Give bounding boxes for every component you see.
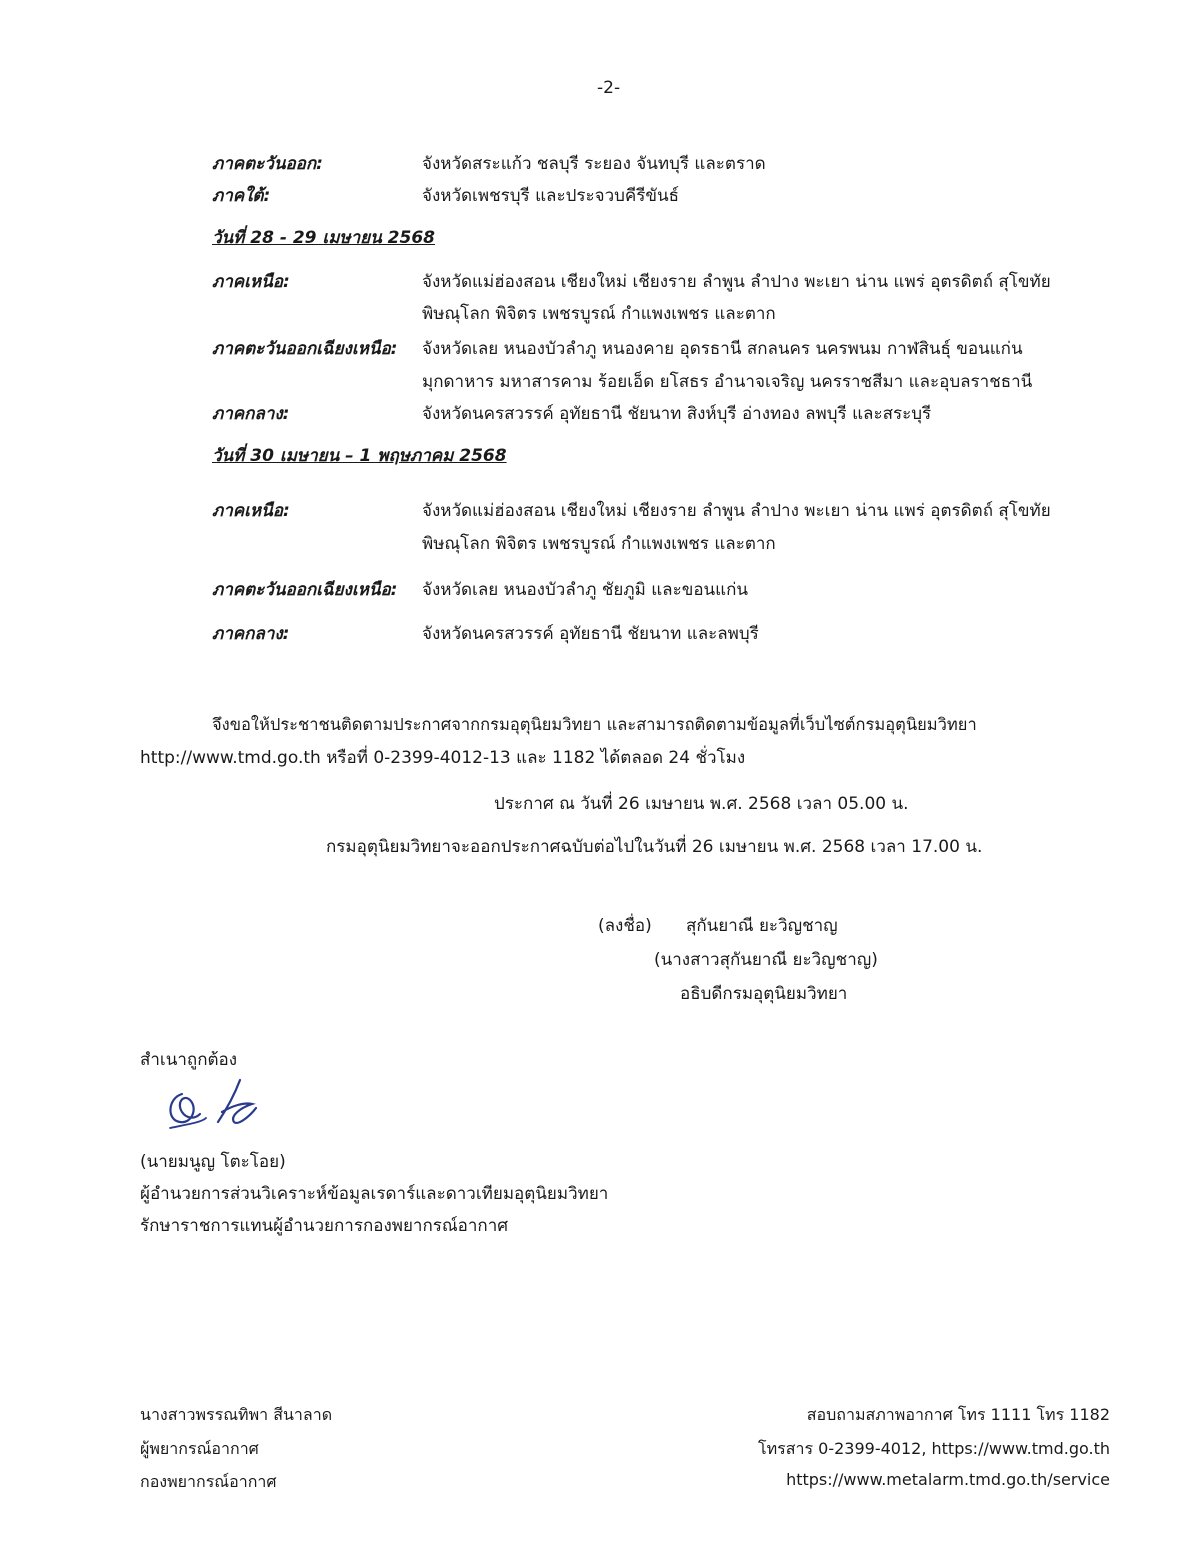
- region-label: ภาคตะวันออก:: [212, 154, 323, 174]
- province-list: จังหวัดแม่ฮ่องสอน เชียงใหม่ เชียงราย ลำพูน ลำปาง พะเยา น่าน แพร่ อุตรดิตถ์ สุโขทัย: [422, 501, 1051, 521]
- province-list: มุกดาหาร มหาสารคาม ร้อยเอ็ด ยโสธร อำนาจเจริญ นครราชสีมา และอุบลราชธานี: [422, 372, 1033, 392]
- province-list: จังหวัดเลย หนองบัวลำภู ชัยภูมิ และขอนแก่น: [422, 580, 749, 600]
- page-number: -2-: [597, 78, 621, 98]
- province-list: จังหวัดสระแก้ว ชลบุรี ระยอง จันทบุรี และตราด: [422, 154, 766, 174]
- date-heading: วันที่ 30 เมษายน – 1 พฤษภาคม 2568: [212, 446, 507, 466]
- advisory-paragraph: จึงขอให้ประชาชนติดตามประกาศจากกรมอุตุนิยมวิทยา และสามารถติดตามข้อมูลที่เว็บไซต์กรมอุตุนิยมวิทยา: [212, 715, 977, 734]
- date-heading: วันที่ 28 - 29 เมษายน 2568: [212, 228, 436, 248]
- signatory-full-name: (นางสาวสุกันยาณี ยะวิญชาญ): [654, 950, 878, 970]
- region-label: ภาคใต้:: [212, 186, 271, 206]
- footer-forecaster-name: นางสาวพรรณทิพา สีนาลาด: [140, 1405, 333, 1424]
- province-list: จังหวัดเลย หนองบัวลำภู หนองคาย อุดรธานี สกลนคร นครพนม กาฬสินธุ์ ขอนแก่น: [422, 339, 1023, 359]
- province-list: จังหวัดแม่ฮ่องสอน เชียงใหม่ เชียงราย ลำพูน ลำปาง พะเยา น่าน แพร่ อุตรดิตถ์ สุโขทัย: [422, 272, 1051, 292]
- certifier-name: (นายมนูญ โตะโอย): [140, 1152, 286, 1172]
- region-label: ภาคกลาง:: [212, 624, 290, 644]
- region-label: ภาคเหนือ:: [212, 272, 290, 292]
- advisory-paragraph-cont: http://www.tmd.go.th หรือที่ 0-2399-4012-13 และ 1182 ได้ตลอด 24 ชั่วโมง: [140, 748, 746, 768]
- footer-service-url[interactable]: https://www.metalarm.tmd.go.th/service: [786, 1470, 1110, 1489]
- certifier-acting-position: รักษาราชการแทนผู้อำนวยการกองพยากรณ์อากาศ: [140, 1216, 509, 1236]
- footer-contact-fax: โทรสาร 0-2399-4012, https://www.tmd.go.th: [758, 1439, 1110, 1458]
- next-issue-notice: กรมอุตุนิยมวิทยาจะออกประกาศฉบับต่อไปในวันที่ 26 เมษายน พ.ศ. 2568 เวลา 17.00 น.: [326, 837, 983, 857]
- region-label: ภาคกลาง:: [212, 404, 290, 424]
- footer-division: กองพยากรณ์อากาศ: [140, 1472, 277, 1491]
- certifier-position: ผู้อำนวยการส่วนวิเคราะห์ข้อมูลเรดาร์และดาวเทียมอุตุนิยมวิทยา: [140, 1184, 609, 1204]
- region-label: ภาคตะวันออกเฉียงเหนือ:: [212, 339, 398, 359]
- province-list: จังหวัดนครสวรรค์ อุทัยธานี ชัยนาท สิงห์บุรี อ่างทอง ลพบุรี และสระบุรี: [422, 404, 932, 424]
- province-list: จังหวัดเพชรบุรี และประจวบคีรีขันธ์: [422, 186, 680, 206]
- province-list: จังหวัดนครสวรรค์ อุทัยธานี ชัยนาท และลพบุรี: [422, 624, 759, 644]
- signatory-title: อธิบดีกรมอุตุนิยมวิทยา: [680, 984, 848, 1004]
- certified-label: สำเนาถูกต้อง: [140, 1050, 238, 1070]
- region-label: ภาคเหนือ:: [212, 501, 290, 521]
- announcement-date: ประกาศ ณ วันที่ 26 เมษายน พ.ศ. 2568 เวลา 05.00 น.: [494, 794, 909, 814]
- handwritten-signature: [160, 1072, 270, 1134]
- region-label: ภาคตะวันออกเฉียงเหนือ:: [212, 580, 398, 600]
- signed-prefix: (ลงชื่อ): [598, 916, 652, 936]
- province-list: พิษณุโลก พิจิตร เพชรบูรณ์ กำแพงเพชร และตาก: [422, 304, 776, 324]
- footer-contact-phone: สอบถามสภาพอากาศ โทร 1111 โทร 1182: [806, 1405, 1110, 1424]
- signed-name: สุกันยาณี ยะวิญชาญ: [686, 916, 838, 936]
- province-list: พิษณุโลก พิจิตร เพชรบูรณ์ กำแพงเพชร และตาก: [422, 534, 776, 554]
- footer-forecaster-role: ผู้พยากรณ์อากาศ: [140, 1439, 259, 1458]
